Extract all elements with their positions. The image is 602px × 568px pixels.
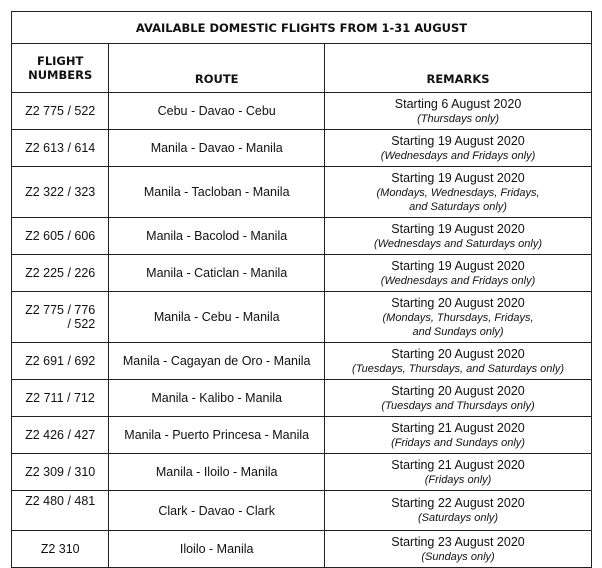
start-date: Starting 19 August 2020 — [391, 258, 525, 273]
flight-number: Z2 480 / 481 — [12, 491, 109, 531]
start-date: Starting 20 August 2020 — [391, 383, 525, 398]
remarks — [325, 218, 592, 255]
table-row — [12, 417, 592, 454]
start-date: Starting 20 August 2020 — [391, 295, 525, 310]
table-row — [12, 167, 592, 218]
route: Manila - Cagayan de Oro - Manila — [109, 343, 325, 380]
start-date: Starting 19 August 2020 — [391, 133, 525, 148]
remarks — [325, 531, 592, 568]
header-flight-numbers-line1: FLIGHT — [36, 54, 84, 68]
route: Manila - Cebu - Manila — [109, 292, 325, 343]
route: Iloilo - Manila — [109, 531, 325, 568]
route: Manila - Bacolod - Manila — [109, 218, 325, 255]
flight-number-line1: Z2 775 / 776 — [25, 303, 96, 317]
remarks — [325, 93, 592, 130]
header-flight-numbers — [12, 44, 109, 93]
flight-number: Z2 691 / 692 — [12, 343, 109, 380]
start-date: Starting 6 August 2020 — [394, 96, 522, 111]
header-route: ROUTE — [109, 44, 325, 93]
operating-days: (Fridays only) — [424, 473, 492, 486]
route: Clark - Davao - Clark — [109, 491, 325, 531]
route: Manila - Kalibo - Manila — [109, 380, 325, 417]
operating-days-line1: (Mondays, Wednesdays, Fridays, — [376, 186, 540, 199]
start-date: Starting 22 August 2020 — [391, 496, 525, 510]
route: Manila - Puerto Princesa - Manila — [109, 417, 325, 454]
table-row — [12, 454, 592, 491]
table-title: AVAILABLE DOMESTIC FLIGHTS FROM 1-31 AUGUST — [12, 12, 592, 44]
route: Manila - Tacloban - Manila — [109, 167, 325, 218]
header-remarks: REMARKS — [325, 44, 592, 93]
flight-number-line2: / 522 — [67, 317, 96, 331]
operating-days: (Sundays only) — [421, 550, 495, 563]
table-row — [12, 380, 592, 417]
start-date: Starting 21 August 2020 — [391, 420, 525, 435]
flight-number: Z2 775 / 522 — [12, 93, 109, 130]
start-date: Starting 21 August 2020 — [391, 457, 525, 472]
remarks — [325, 343, 592, 380]
remarks — [325, 454, 592, 491]
table-row — [12, 343, 592, 380]
remarks — [325, 380, 592, 417]
route: Manila - Iloilo - Manila — [109, 454, 325, 491]
flight-number: Z2 426 / 427 — [12, 417, 109, 454]
operating-days: (Wednesdays and Fridays only) — [380, 274, 536, 287]
operating-days-line2: and Sundays only) — [412, 325, 504, 338]
operating-days: (Fridays and Sundays only) — [391, 436, 525, 449]
operating-days: (Tuesdays and Thursdays only) — [381, 399, 535, 412]
operating-days: (Saturdays only) — [417, 512, 499, 524]
table-row — [12, 255, 592, 292]
table-row — [12, 531, 592, 568]
flight-number: Z2 322 / 323 — [12, 167, 109, 218]
table-row — [12, 491, 592, 531]
remarks — [325, 292, 592, 343]
flights-table — [11, 11, 592, 568]
header-row — [12, 44, 592, 93]
table-row — [12, 130, 592, 167]
operating-days: (Tuesdays, Thursdays, and Saturdays only) — [352, 362, 564, 375]
table-row — [12, 93, 592, 130]
header-flight-numbers-line2: NUMBERS — [28, 68, 93, 82]
route: Cebu - Davao - Cebu — [109, 93, 325, 130]
start-date: Starting 20 August 2020 — [391, 346, 525, 361]
table-row — [12, 218, 592, 255]
remarks — [325, 491, 592, 531]
operating-days-line2: and Saturdays only) — [409, 200, 507, 213]
operating-days: (Thursdays only) — [417, 112, 499, 125]
start-date: Starting 19 August 2020 — [391, 170, 525, 185]
route: Manila - Davao - Manila — [109, 130, 325, 167]
flight-number: Z2 605 / 606 — [12, 218, 109, 255]
operating-days: (Wednesdays and Fridays only) — [380, 149, 536, 162]
remarks — [325, 255, 592, 292]
flight-number: Z2 711 / 712 — [12, 380, 109, 417]
flight-number: Z2 225 / 226 — [12, 255, 109, 292]
remarks — [325, 417, 592, 454]
start-date: Starting 23 August 2020 — [391, 534, 525, 549]
remarks — [325, 167, 592, 218]
flight-number: Z2 309 / 310 — [12, 454, 109, 491]
table-row — [12, 292, 592, 343]
remarks — [325, 130, 592, 167]
operating-days-line1: (Mondays, Thursdays, Fridays, — [382, 311, 534, 324]
flight-number — [12, 292, 109, 343]
operating-days: (Wednesdays and Saturdays only) — [374, 237, 542, 250]
route: Manila - Caticlan - Manila — [109, 255, 325, 292]
flight-number: Z2 310 — [12, 531, 109, 568]
flight-number: Z2 613 / 614 — [12, 130, 109, 167]
title-row — [12, 12, 592, 44]
start-date: Starting 19 August 2020 — [391, 221, 525, 236]
